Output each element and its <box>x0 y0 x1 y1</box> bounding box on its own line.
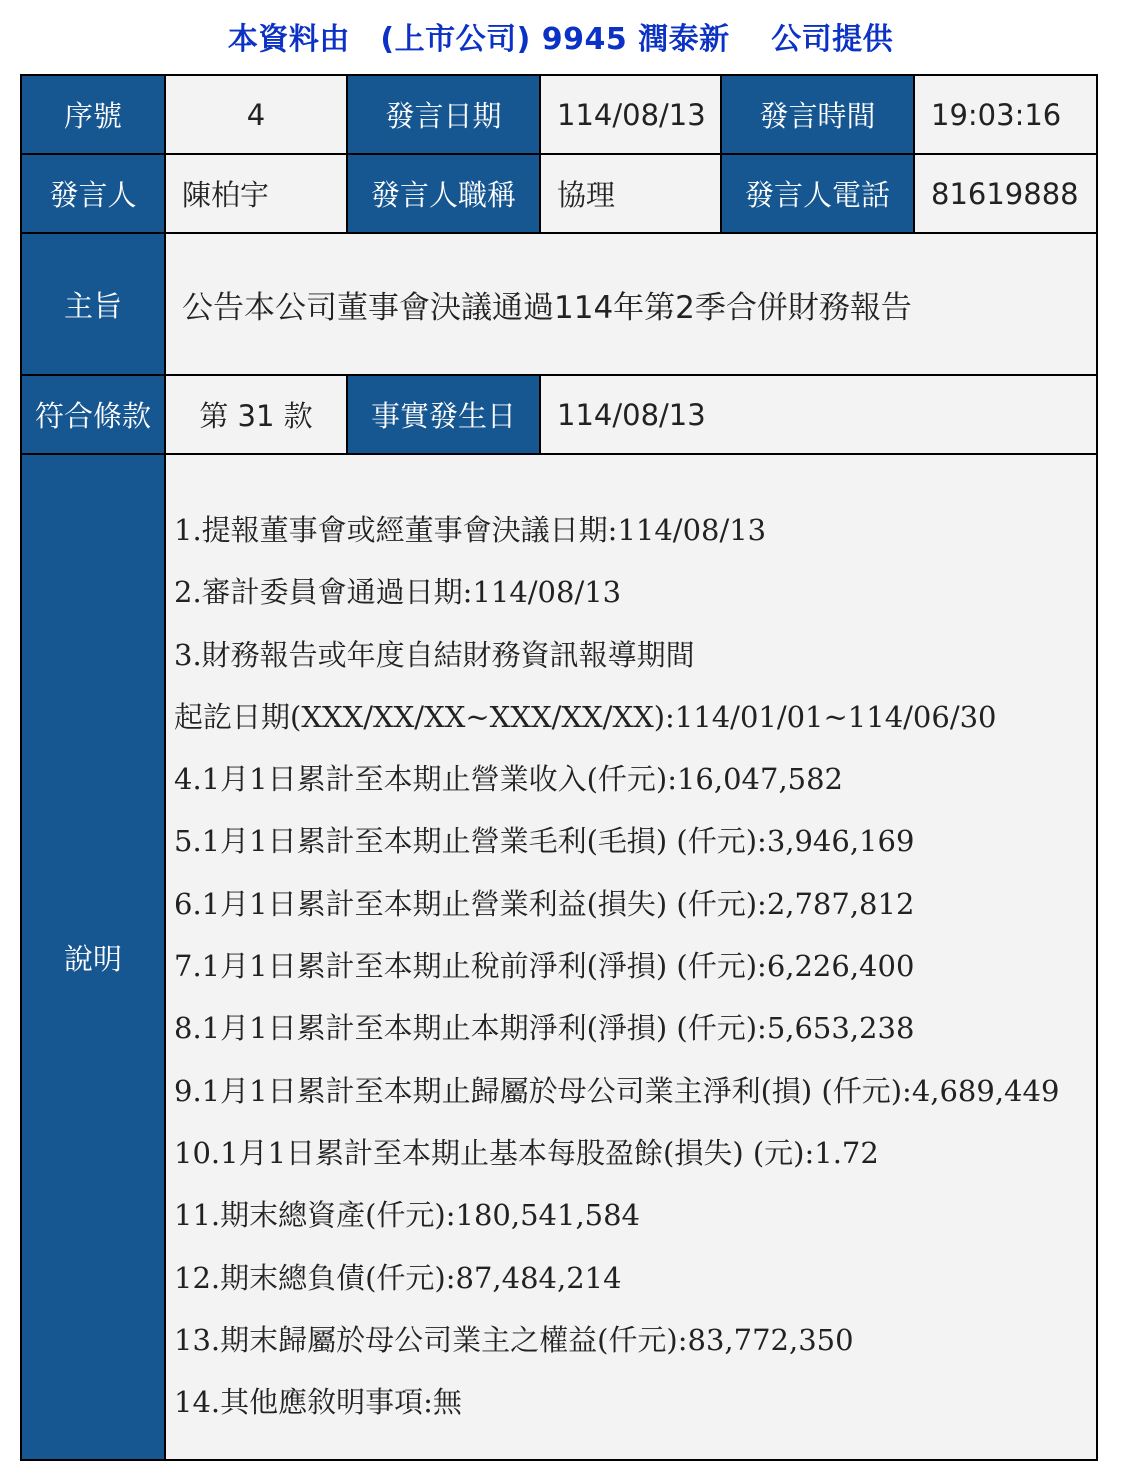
row-description <box>21 454 1097 1460</box>
row-meta-1 <box>21 75 1097 154</box>
event-date-label: 事實發生日 <box>347 375 540 454</box>
description-line: 12.期末總負債(仟元):87,484,214 <box>174 1260 622 1295</box>
announcement-table <box>20 74 1098 1461</box>
description-label: 說明 <box>21 454 165 1460</box>
title-value: 協理 <box>540 154 721 233</box>
description-line: 9.1月1日累計至本期止歸屬於母公司業主淨利(損) (仟元):4,689,449 <box>174 1073 1060 1108</box>
date-value: 114/08/13 <box>540 75 721 154</box>
description-line: 7.1月1日累計至本期止稅前淨利(淨損) (仟元):6,226,400 <box>174 949 915 984</box>
phone-value: 81619888 <box>914 154 1097 233</box>
description-line: 8.1月1日累計至本期止本期淨利(淨損) (仟元):5,653,238 <box>174 1011 915 1046</box>
description-line: 2.審計委員會通過日期:114/08/13 <box>174 575 622 610</box>
description-line: 1.提報董事會或經董事會決議日期:114/08/13 <box>174 513 767 547</box>
description-line: 5.1月1日累計至本期止營業毛利(毛損) (仟元):3,946,169 <box>174 824 915 859</box>
description-line: 起訖日期(XXX/XX/XX~XXX/XX/XX):114/01/01~114/06/30 <box>174 699 997 734</box>
clause-label: 符合條款 <box>21 375 165 454</box>
seq-label: 序號 <box>21 75 165 154</box>
description-line: 11.期末總資產(仟元):180,541,584 <box>174 1198 641 1233</box>
phone-label: 發言人電話 <box>721 154 914 233</box>
description-line: 10.1月1日累計至本期止基本每股盈餘(損失) (元):1.72 <box>174 1135 879 1170</box>
date-label: 發言日期 <box>347 75 540 154</box>
description-line: 3.財務報告或年度自結財務資訊報導期間 <box>174 637 695 672</box>
subject-text: 公告本公司董事會決議通過114年第2季合併財務報告 <box>182 289 912 326</box>
description-line: 13.期末歸屬於母公司業主之權益(仟元):83,772,350 <box>174 1322 854 1357</box>
title-label: 發言人職稱 <box>347 154 540 233</box>
event-date-value: 114/08/13 <box>540 375 1097 454</box>
page-heading: 本資料由 (上市公司) 9945 潤泰新 公司提供 <box>227 22 894 57</box>
clause-value: 第 31 款 <box>165 375 347 454</box>
row-meta-2 <box>21 154 1097 233</box>
description-line: 6.1月1日累計至本期止營業利益(損失) (仟元):2,787,812 <box>174 886 915 921</box>
description-line: 4.1月1日累計至本期止營業收入(仟元):16,047,582 <box>174 762 844 797</box>
seq-value: 4 <box>165 75 347 154</box>
speaker-label: 發言人 <box>21 154 165 233</box>
description-line: 14.其他應敘明事項:無 <box>174 1385 462 1420</box>
speaker-value: 陳柏宇 <box>165 154 347 233</box>
subject-label: 主旨 <box>21 233 165 375</box>
time-label: 發言時間 <box>721 75 914 154</box>
row-clause <box>21 375 1097 454</box>
time-value: 19:03:16 <box>914 75 1097 154</box>
row-subject <box>21 233 1097 375</box>
description-body <box>165 454 1097 1460</box>
subject-value <box>165 233 1097 375</box>
